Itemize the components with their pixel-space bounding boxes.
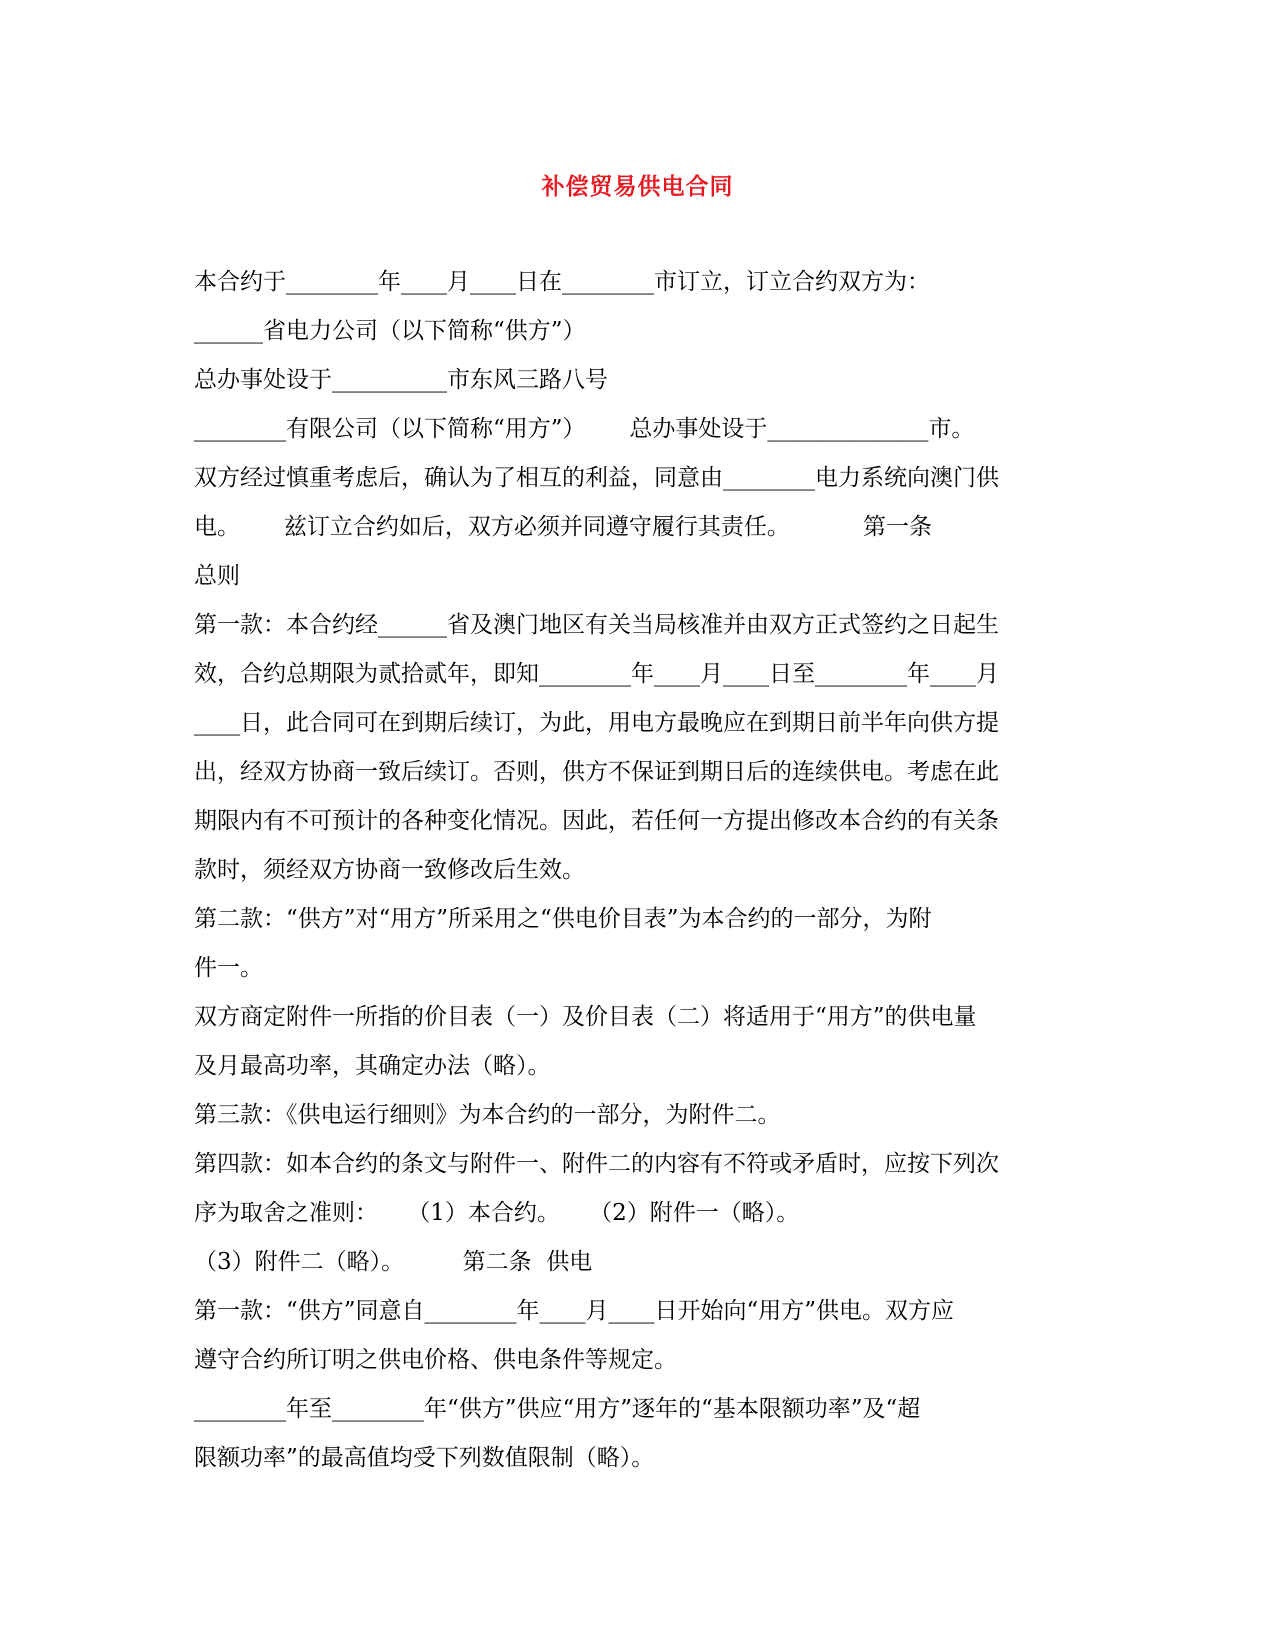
text-line: 第三款：《供电运行细则》为本合约的一部分，为附件二。 (194, 1102, 781, 1128)
text-line: 双方商定附件一所指的价目表（一）及价目表（二）将适用于“用方”的供电量 (194, 1004, 977, 1030)
text-line: 双方经过慎重考虑后，确认为了相互的利益，同意由________电力系统向澳门供 (194, 465, 999, 491)
document-title: 补偿贸易供电合同 (541, 174, 734, 200)
document-body (194, 267, 1067, 1492)
text-line: （3）附件二（略）。 第二条 供电 (194, 1249, 593, 1275)
text-line: 出，经双方协商一致后续订。否则，供方不保证到期日后的连续供电。考虑在此 (194, 759, 999, 785)
text-line: 及月最高功率，其确定办法（略）。 (194, 1053, 551, 1079)
text-line: 限额功率”的最高值均受下列数值限制（略）。 (194, 1445, 655, 1471)
section-heading: 总则 (194, 563, 240, 589)
text-line: 第一款：本合约经______省及澳门地区有关当局核准并由双方正式签约之日起生 (194, 612, 999, 638)
text-line: 第二款：“供方”对“用方”所采用之“供电价目表”为本合约的一部分，为附 (194, 906, 932, 932)
text-line: ______省电力公司（以下简称“供方”） (194, 318, 586, 344)
text-line: 电。 兹订立合约如后，双方必须并同遵守履行其责任。 第一条 (194, 514, 932, 540)
text-line: 总办事处设于__________市东风三路八号 (194, 367, 608, 393)
text-line: 效，合约总期限为贰拾贰年，即知________年____月____日至________年____月 (194, 661, 999, 687)
text-line: 遵守合约所订明之供电价格、供电条件等规定。 (194, 1347, 677, 1373)
text-line: 第一款：“供方”同意自________年____月____日开始向“用方”供电。双方应 (194, 1298, 955, 1324)
text-line: 款时，须经双方协商一致修改后生效。 (194, 857, 585, 883)
text-line: ____日，此合同可在到期后续订，为此，用电方最晚应在到期日前半年向供方提 (194, 710, 999, 736)
text-line: 本合约于________年____月____日在________市订立，订立合约双方为： (194, 269, 930, 295)
text-line: ________年至________年“供方”供应“用方”逐年的“基本限额功率”及“超 (194, 1396, 921, 1422)
text-line: 第四款：如本合约的条文与附件一、附件二的内容有不符或矛盾时，应按下列次 (194, 1151, 999, 1177)
text-line: 序为取舍之准则： （1）本合约。 （2）附件一（略）。 (194, 1200, 800, 1226)
text-line: 件一。 (194, 955, 263, 981)
text-line: 期限内有不可预计的各种变化情况。因此，若任何一方提出修改本合约的有关条 (194, 808, 999, 834)
text-line: ________有限公司（以下简称“用方”） 总办事处设于______________市。 (194, 416, 975, 442)
